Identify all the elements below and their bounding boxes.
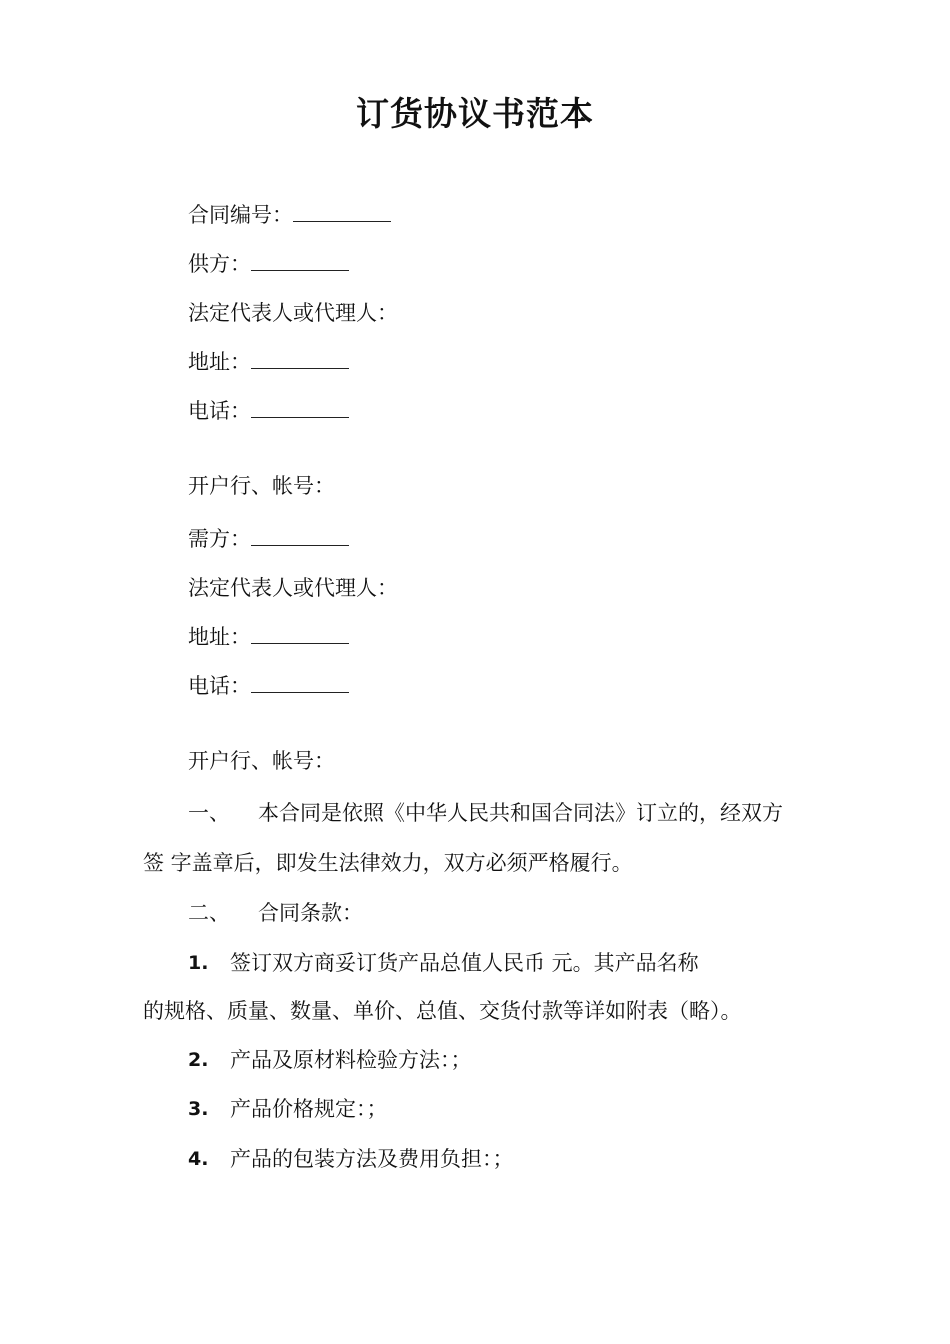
supplier-address-label: 地址：: [188, 350, 251, 374]
item-4-number: 4.: [188, 1148, 209, 1170]
buyer-representative-label: 法定代表人或代理人：: [188, 576, 398, 600]
buyer-address-label: 地址：: [188, 625, 251, 649]
item-4-text: 产品的包装方法及费用负担：；: [230, 1147, 514, 1171]
supplier-phone-label: 电话：: [188, 399, 251, 423]
supplier-line: [188, 249, 349, 279]
item-1-text-first: 签订双方商妥订货产品总值人民币 元。其产品名称: [230, 951, 699, 975]
supplier-address-blank: [251, 350, 349, 369]
supplier-label: 供方：: [188, 252, 251, 276]
buyer-label: 需方：: [188, 527, 251, 551]
buyer-phone-blank: [251, 674, 349, 693]
item-3-number: 3.: [188, 1098, 209, 1120]
supplier-phone-blank: [251, 399, 349, 418]
contract-number-label: 合同编号：: [188, 203, 293, 227]
item-1-text-second: 的规格、质量、数量、单价、总值、交货付款等详如附表（略）。: [143, 999, 742, 1023]
supplier-bank-label: 开户行、帐号：: [188, 474, 335, 498]
item-1-number: 1.: [188, 952, 209, 974]
clause-two-marker: 二、: [188, 901, 230, 925]
contract-number-blank: [293, 203, 391, 222]
buyer-representative-line: [188, 573, 398, 603]
supplier-address-line: [188, 347, 349, 377]
buyer-bank-line: [188, 746, 335, 776]
buyer-phone-line: [188, 671, 349, 701]
item-3-text: 产品价格规定：；: [230, 1097, 388, 1121]
supplier-representative-label: 法定代表人或代理人：: [188, 301, 398, 325]
buyer-address-blank: [251, 625, 349, 644]
supplier-bank-line: [188, 471, 335, 501]
buyer-blank: [251, 527, 349, 546]
item-2-text: 产品及原材料检验方法：；: [230, 1048, 472, 1072]
supplier-blank: [251, 252, 349, 271]
item-2-number: 2.: [188, 1049, 209, 1071]
clause-one-text-second: 签 字盖章后，即发生法律效力，双方必须严格履行。: [143, 851, 633, 875]
buyer-address-line: [188, 622, 349, 652]
buyer-phone-label: 电话：: [188, 674, 251, 698]
contract-number-line: [188, 200, 391, 230]
clause-one-marker: 一、: [188, 801, 230, 825]
supplier-phone-line: [188, 396, 349, 426]
clause-two-text: 合同条款：: [258, 901, 363, 925]
clause-one-text-first: 本合同是依照《中华人民共和国合同法》订立的，经双方: [258, 801, 783, 825]
supplier-representative-line: [188, 298, 398, 328]
buyer-line: [188, 524, 349, 554]
buyer-bank-label: 开户行、帐号：: [188, 749, 335, 773]
document-title: 订货协议书范本: [356, 94, 594, 133]
